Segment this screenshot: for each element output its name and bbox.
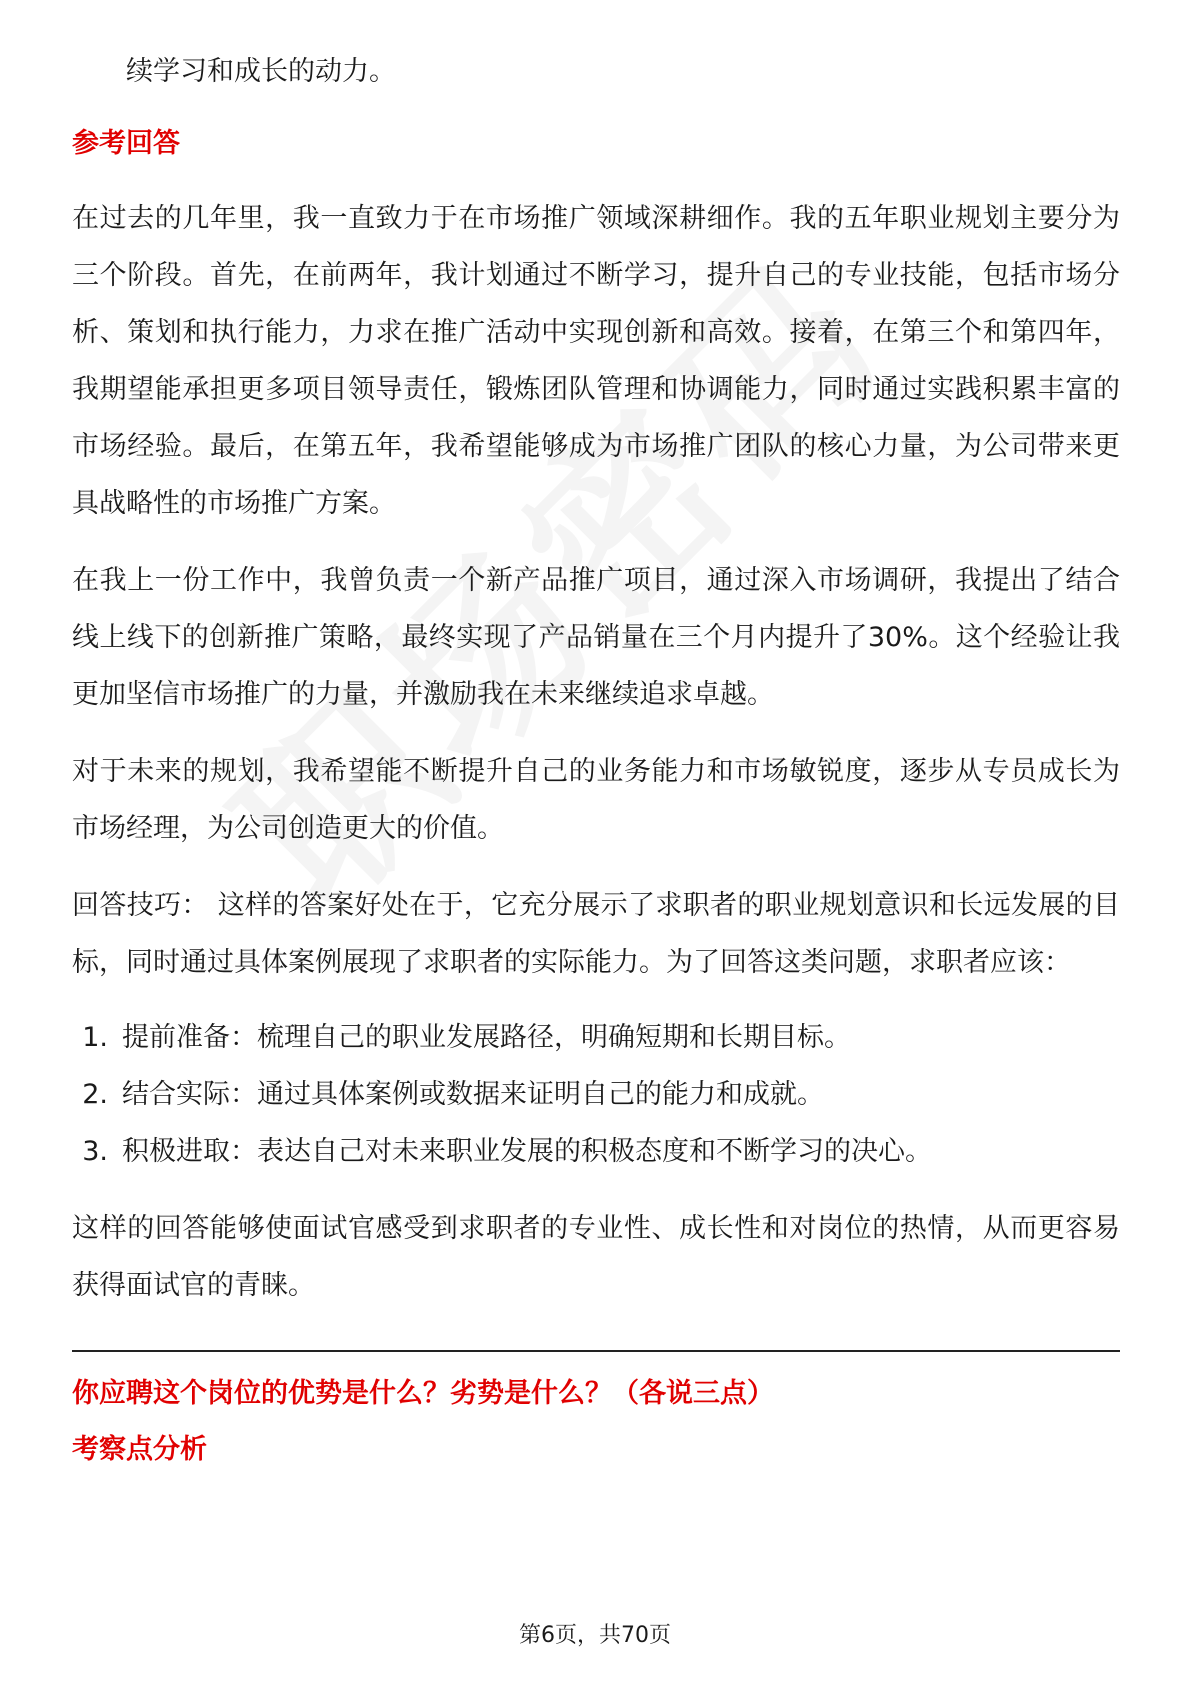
paragraph-answer-tips: 回答技巧： 这样的答案好处在于，它充分展示了求职者的职业规划意识和长远发展的目标，同时通过具体案例展现了求职者的实际能力。为了回答这类问题，求职者应该： <box>72 890 1120 978</box>
list-item-text: 积极进取：表达自己对未来职业发展的积极态度和不断学习的决心。 <box>122 1136 932 1167</box>
analysis-heading: 考察点分析 <box>72 1434 207 1465</box>
page-number-footer: 第6页，共70页 <box>519 1623 671 1648</box>
list-item <box>72 1009 1120 1066</box>
reference-answer-heading: 参考回答 <box>72 128 180 159</box>
paragraph-past-experience: 在我上一份工作中，我曾负责一个新产品推广项目，通过深入市场调研，我提出了结合线上线下的创新推广策略，最终实现了产品销量在三个月内提升了30%。这个经验让我更加坚信市场推广的力量，并激励我在未来继续追求卓越。 <box>72 565 1120 710</box>
paragraph-career-plan: 在过去的几年里，我一直致力于在市场推广领域深耕细作。我的五年职业规划主要分为三个阶段。首先，在前两年，我计划通过不断学习，提升自己的专业技能，包括市场分析、策划和执行能力，力求在推广活动中实现创新和高效。接着，在第三个和第四年，我期望能承担更多项目领导责任，锻炼团队管理和协调能力，同时通过实践积累丰富的市场经验。最后，在第五年，我希望能够成为市场推广团队的核心力量，为公司带来更具战略性的市场推广方案。 <box>72 203 1120 519</box>
continuation-line: 续学习和成长的动力。 <box>126 56 396 87</box>
closing-paragraph: 这样的回答能够使面试官感受到求职者的专业性、成长性和对岗位的热情，从而更容易获得面试官的青睐。 <box>72 1213 1120 1301</box>
section-divider <box>72 1350 1120 1352</box>
list-item-number: 1. <box>82 1022 108 1053</box>
tips-list <box>72 1009 1120 1180</box>
list-item-text: 结合实际：通过具体案例或数据来证明自己的能力和成就。 <box>122 1079 824 1110</box>
page-content <box>72 46 1120 1476</box>
list-item <box>72 1066 1120 1123</box>
paragraph-future-plan: 对于未来的规划，我希望能不断提升自己的业务能力和市场敏锐度，逐步从专员成长为市场经理，为公司创造更大的价值。 <box>72 756 1120 844</box>
next-question-heading: 你应聘这个岗位的优势是什么？劣势是什么？（各说三点） <box>72 1378 774 1409</box>
list-item <box>72 1123 1120 1180</box>
list-item-number: 2. <box>82 1079 108 1110</box>
list-item-text: 提前准备：梳理自己的职业发展路径，明确短期和长期目标。 <box>122 1022 851 1053</box>
list-item-number: 3. <box>82 1136 108 1167</box>
